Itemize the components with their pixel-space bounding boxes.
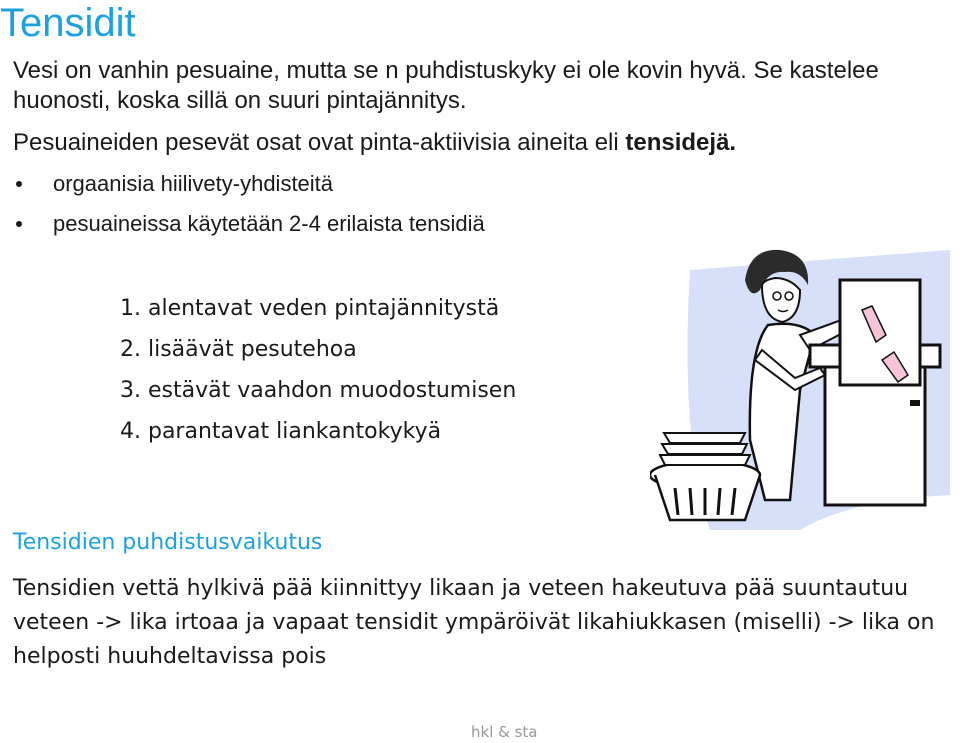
function-list: [120, 288, 516, 452]
intro-bold-term: tensidejä.: [625, 129, 737, 156]
intro-paragraph-2: [13, 128, 736, 158]
bullet-dot: [16, 221, 22, 227]
function-item: 4. parantavat liankantokykyä: [120, 419, 442, 444]
function-item: 2. lisäävät pesutehoa: [120, 337, 357, 362]
laundry-clipart: [650, 240, 955, 530]
footer-text: hkl & sta: [471, 723, 538, 741]
bullet-text: pesuaineissa käytetään 2-4 erilaista tensidiä: [53, 211, 485, 236]
slide-title: Tensidit: [0, 1, 136, 45]
intro-text: Pesuaineiden pesevät osat ovat pinta-aktiivisia aineita eli: [13, 129, 626, 156]
function-item: 1. alentavat veden pintajännitystä: [120, 296, 500, 321]
intro-paragraph: Vesi on vanhin pesuaine, mutta se n puhdistuskyky ei ole kovin hyvä. Se kastelee huonosti, koska sillä on suuri pintajännitys.: [13, 57, 879, 114]
function-item: 3. estävät vaahdon muodostumisen: [120, 378, 517, 403]
bullet-text: orgaanisia hiilivety-yhdisteitä: [53, 171, 334, 196]
bullet-dot: [16, 181, 22, 187]
section-body: Tensidien vettä hylkivä pää kiinnittyy likaan ja veteen hakeutuva pää suuntautuu veteen -> lika irtoaa ja vapaat tensidit ympäröivät likahiukkasen (miselli) -> lika on helposti huuhdeltavissa pois: [13, 576, 935, 669]
section-heading: Tensidien puhdistusvaikutus: [13, 530, 323, 555]
